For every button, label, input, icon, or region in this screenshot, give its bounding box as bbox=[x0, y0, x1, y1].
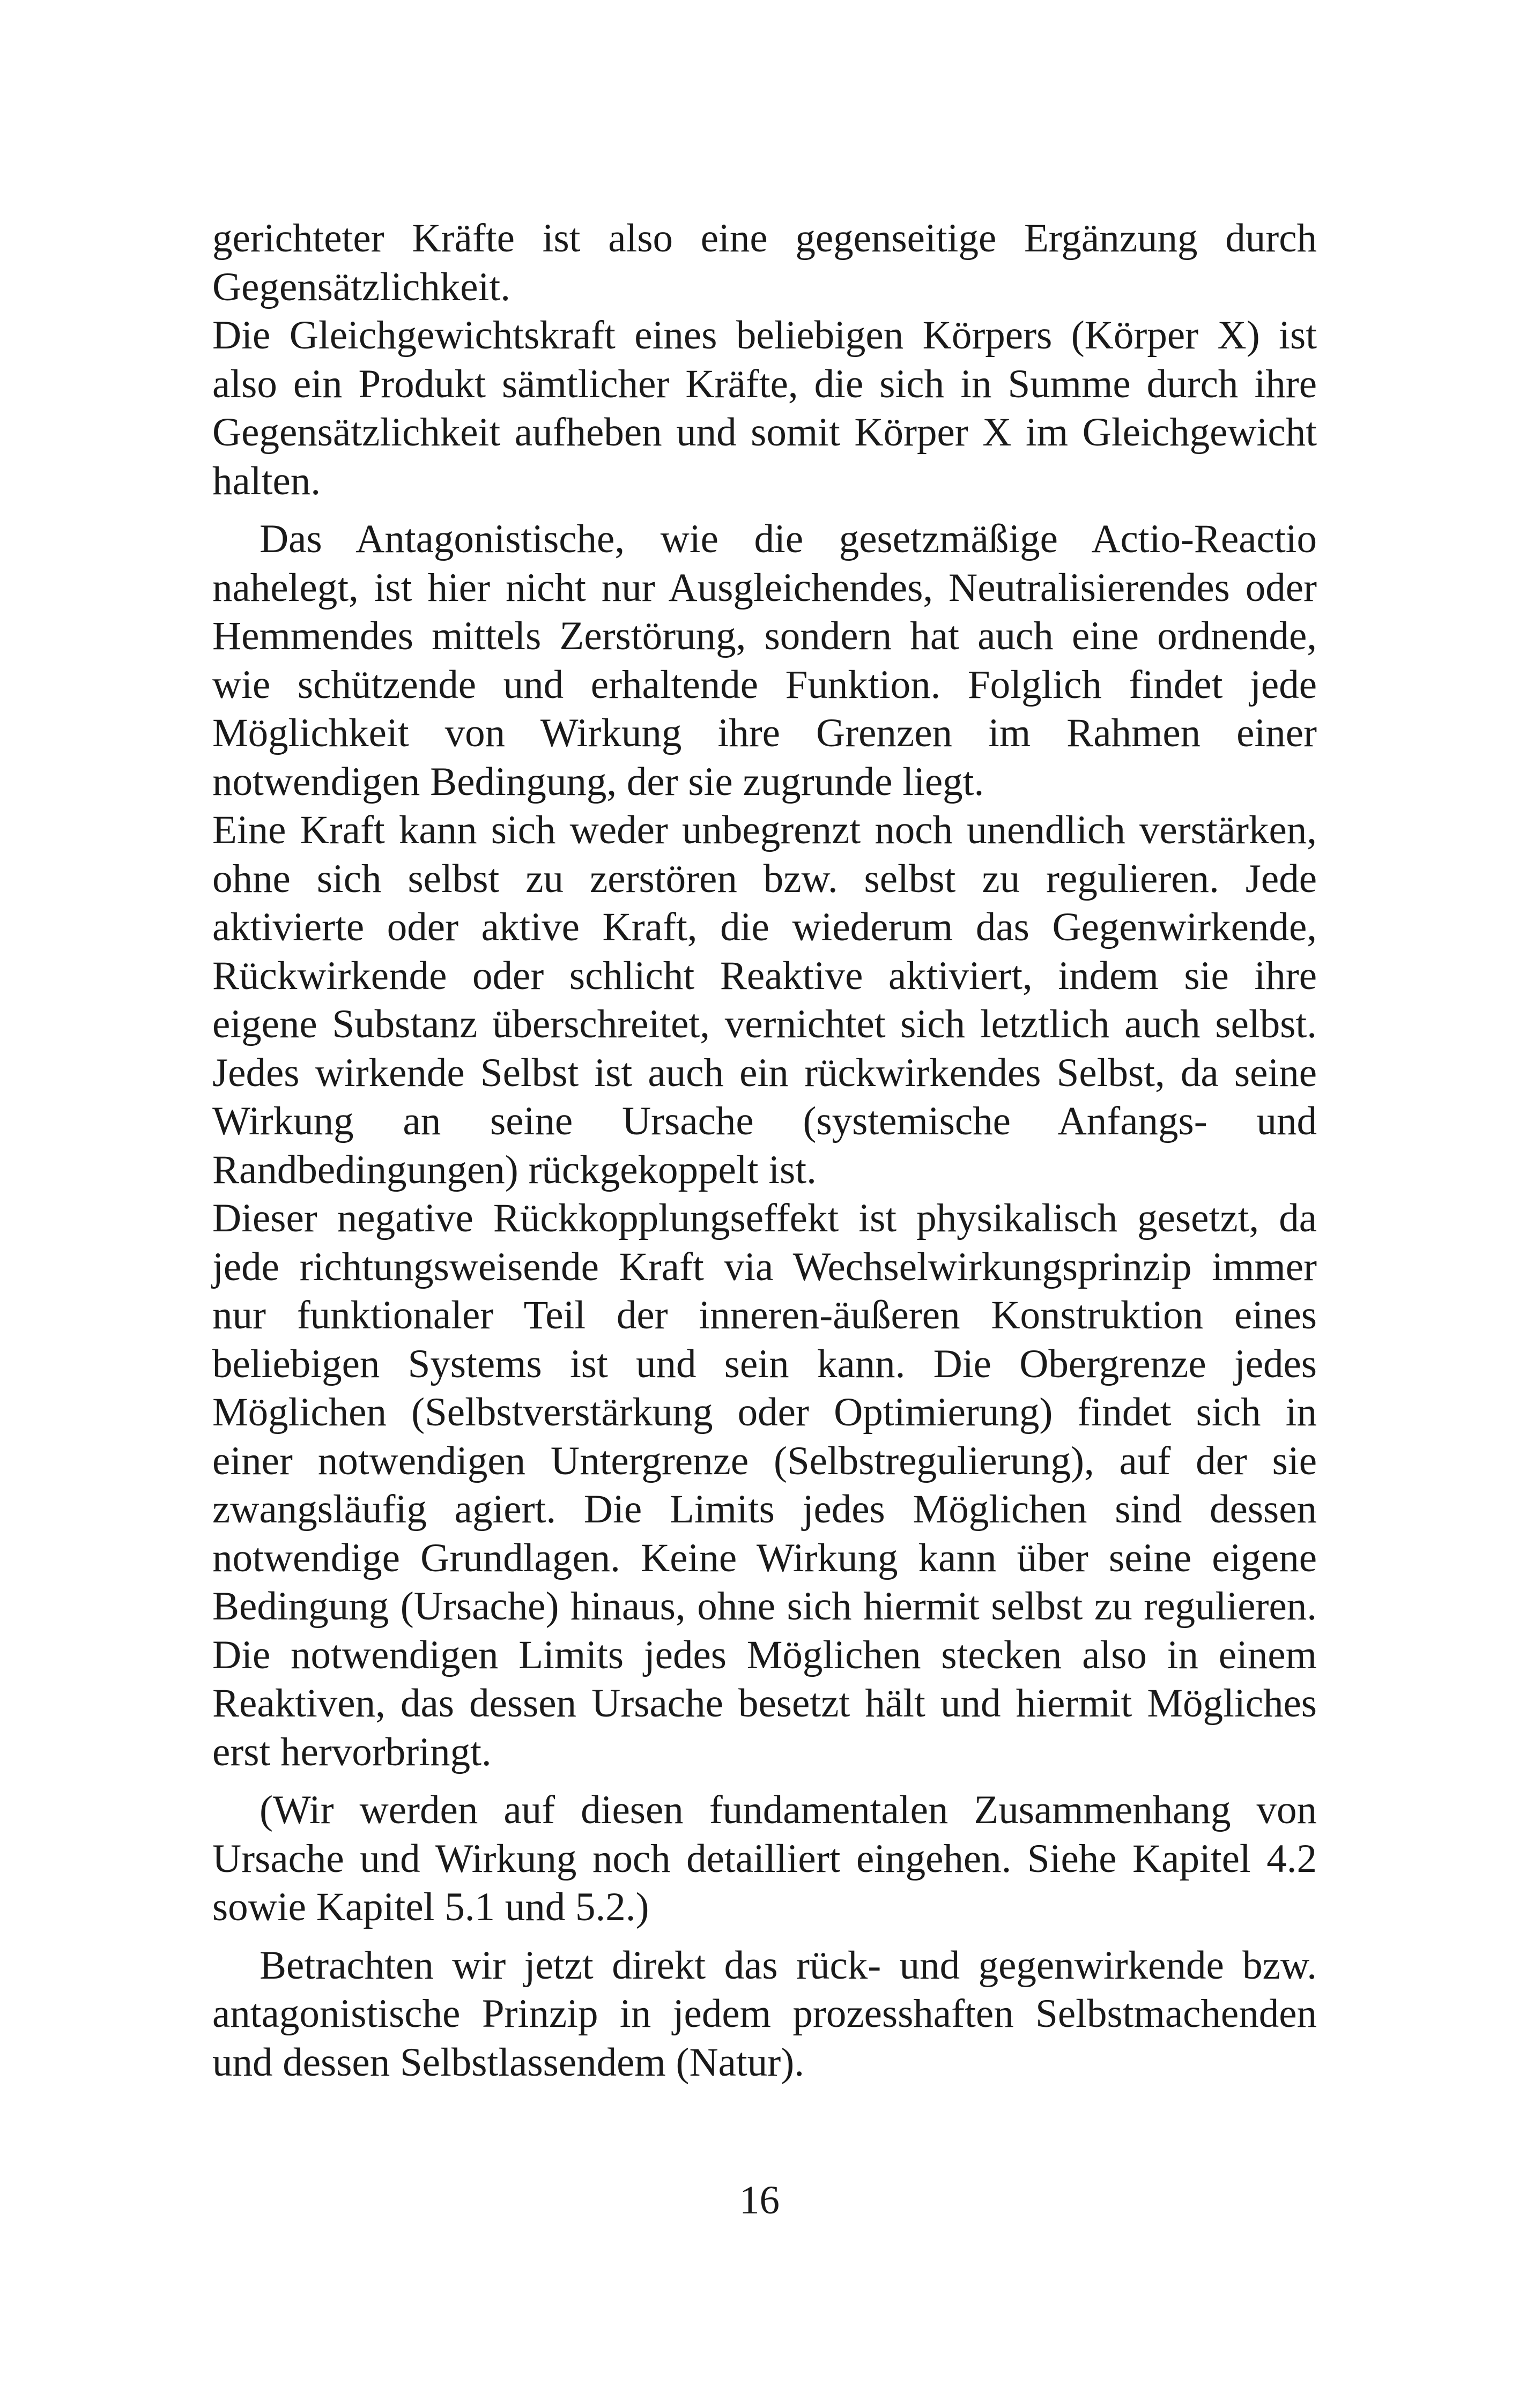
page-number: 16 bbox=[739, 2178, 780, 2223]
body-text bbox=[212, 214, 1317, 2087]
paragraph: Betrachten wir jetzt direkt das rück- und gegenwirkende bzw. antagonistische Prinzip in jedem prozesshaften Selbstmachenden und dessen Selbstlassendem (Natur). bbox=[212, 1943, 1317, 2085]
paragraph: gerichteter Kräfte ist also eine gegenseitige Ergänzung durch Gegensätzlichkeit. bbox=[212, 216, 1317, 309]
paragraph: (Wir werden auf diesen fundamentalen Zusammenhang von Ursache und Wirkung noch detailliert eingehen. Siehe Kapitel 4.2 sowie Kapitel 5.1 und 5.2.) bbox=[212, 1788, 1317, 1929]
paragraph: Das Antagonistische, wie die gesetzmäßige Actio-Reactio nahelegt, ist hier nicht nur Ausgleichendes, Neutralisierendes oder Hemmendes mittels Zerstörung, sondern hat auch eine ordnende, wie schützende und erhaltende Funktion. Folglich findet jede Möglichkeit von Wirkung ihre Grenzen im Rahmen einer notwendigen Bedingung, der sie zugrunde liegt. bbox=[212, 517, 1317, 804]
paragraph: Eine Kraft kann sich weder unbegrenzt noch unendlich verstärken, ohne sich selbst zu zerstören bzw. selbst zu regulieren. Jede aktivierte oder aktive Kraft, die wiederum das Gegenwirkende, Rückwirkende oder schlicht Reaktive aktiviert, indem sie ihre eigene Substanz überschreitet, vernichtet sich letztlich auch selbst. Jedes wirkende Selbst ist auch ein rückwirkendes Selbst, da seine Wirkung an seine Ursache (systemische Anfangs- und Randbedingungen) rückgekoppelt ist. bbox=[212, 808, 1317, 1192]
paragraph: Die Gleichgewichtskraft eines beliebigen Körpers (Körper X) ist also ein Produkt sämtlicher Kräfte, die sich in Summe durch ihre Gegensätzlichkeit aufheben und somit Körper X im Gleichgewicht halten. bbox=[212, 313, 1317, 503]
paragraph: Dieser negative Rückkopplungseffekt ist physikalisch gesetzt, da jede richtungsweisende Kraft via Wechselwirkungsprinzip immer nur funktionaler Teil der inneren-äußeren Konstruktion eines beliebigen Systems ist und sein kann. Die Obergrenze jedes Möglichen (Selbstverstärkung oder Optimierung) findet sich in einer notwendigen Untergrenze (Selbstregulierung), auf der sie zwangsläufig agiert. Die Limits jedes Möglichen sind dessen notwendige Grundlagen. Keine Wirkung kann über seine eigene Bedingung (Ursache) hinaus, ohne sich hiermit selbst zu regulieren. Die notwendigen Limits jedes Möglichen stecken also in einem Reaktiven, das dessen Ursache besetzt hält und hiermit Mögliches erst hervorbringt. bbox=[212, 1196, 1317, 1774]
